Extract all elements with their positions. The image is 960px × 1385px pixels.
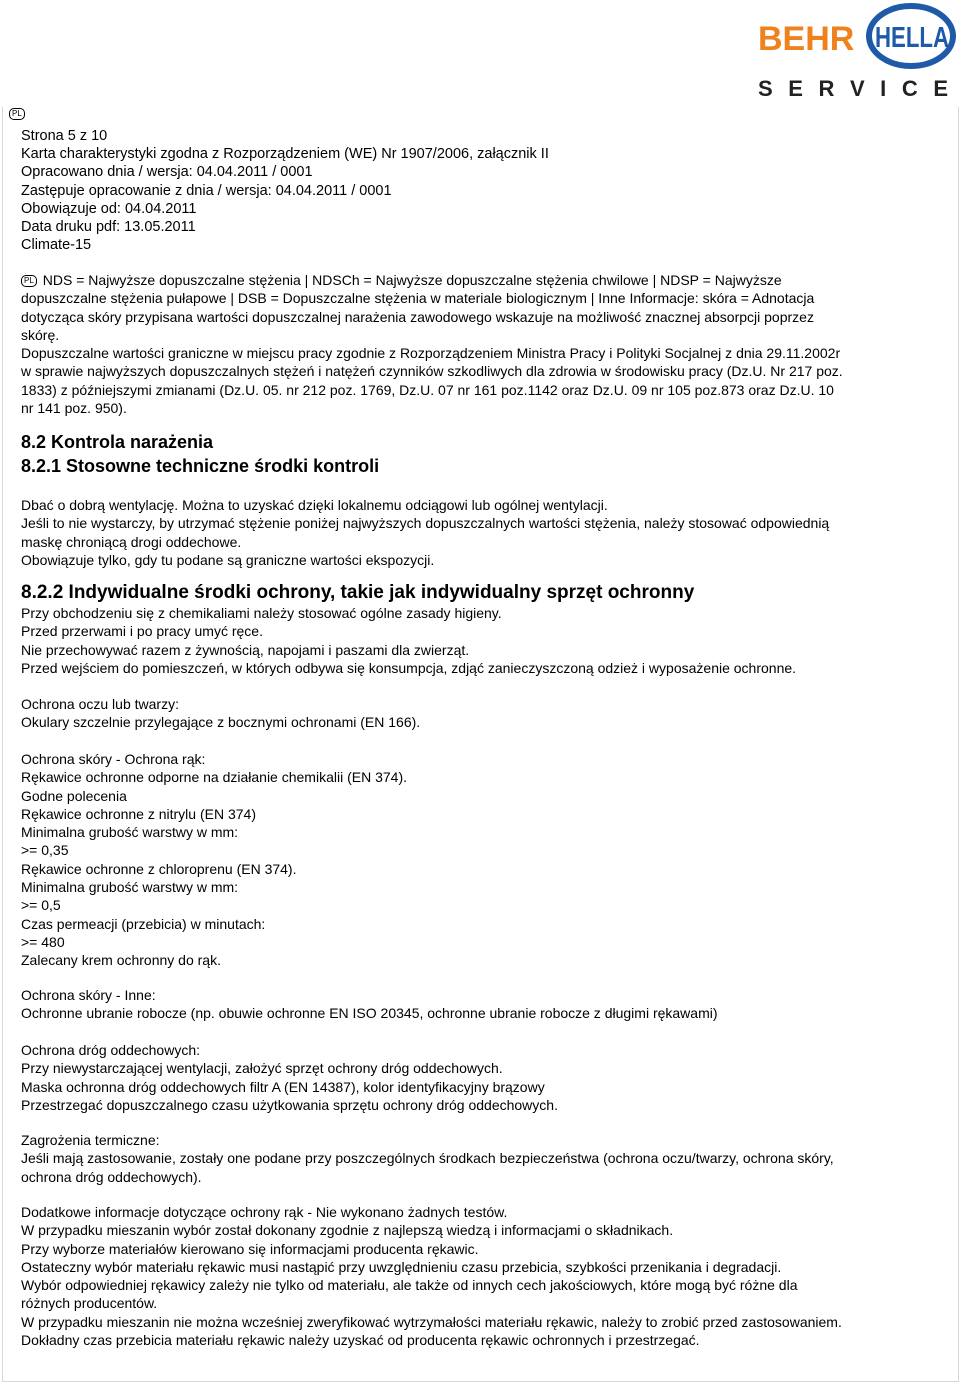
legend-block (21, 271, 941, 417)
paragraph-line: różnych producentów. (21, 1295, 158, 1312)
legend-line: nr 141 poz. 950). (21, 400, 127, 417)
paragraph-line: >= 0,5 (21, 897, 61, 914)
subsection-heading: 8.2.1 Stosowne techniczne środki kontroli (21, 456, 380, 476)
paragraph-line: Czas permeacji (przebicia) w minutach: (21, 915, 266, 932)
paragraph-line: Przy obchodzeniu się z chemikaliami należy stosować ogólne zasady higieny. (21, 605, 502, 621)
paragraph-line: Ochrona oczu lub twarzy: (21, 696, 179, 712)
paragraph-line: Ochrona skóry - Inne: (21, 987, 156, 1003)
legend-line: w sprawie najwyższych dopuszczalnych stężeń i natężeń czynników szkodliwych dla zdrowia w środowisku pracy (Dz.U. Nr 217 poz. (21, 363, 843, 380)
paragraph-line: Przed wejściem do pomieszczeń, w których odbywa się konsumpcja, zdjąć zanieczyszczoną odzież i wyposażenie ochronne. (21, 659, 797, 676)
paragraph-line: Dodatkowe informacje dotyczące ochrony rąk - Nie wykonano żadnych testów. (21, 1204, 508, 1220)
paragraph-line: Dbać o dobrą wentylację. Można to uzyskać dzięki lokalnemu odciągowi lub ogólnej wentylacji. (21, 497, 608, 513)
paragraph-line: >= 480 (21, 933, 65, 950)
technical-controls-text (21, 496, 941, 569)
paragraph-line: Minimalna grubość warstwy w mm: (21, 879, 239, 896)
paragraph-line: Dokładny czas przebicia materiału rękawic należy uzyskać od producenta rękawic ochronnych i przestrzegać. (21, 1332, 700, 1349)
behr-logo-text: BEHR (758, 20, 855, 58)
paragraph-line: Rękawice ochronne odporne na działanie chemikalii (EN 374). (21, 769, 407, 786)
replaces-date: Zastępuje opracowanie z dnia / wersja: 04.04.2011 / 0001 (21, 182, 392, 199)
additional-hand-info-text (21, 1203, 941, 1349)
legend-line: Dopuszczalne wartości graniczne w miejscu pracy zgodnie z Rozporządzeniem Ministra Pracy i Polityki Socjalnej z dnia 29.11.2002r (21, 345, 841, 362)
language-badge-inline: PL (21, 275, 37, 287)
legend-line: 1833) z późniejszymi zmianami (Dz.U. 05. nr 212 poz. 1769, Dz.U. 07 nr 161 poz.1142 oraz Dz.U. 09 nr 105 poz.873 oraz Dz.U. 10 (21, 381, 834, 398)
hella-logo-text: HELLA (875, 22, 950, 54)
skin-other-text (21, 986, 941, 1023)
thermal-hazards-text (21, 1131, 941, 1186)
paragraph-line: Jeśli mają zastosowanie, zostały one podane przy poszczególnych środkach bezpieczeństwa (ochrona oczu/twarzy, ochrona skóry, (21, 1150, 834, 1167)
product-name: Climate-15 (21, 237, 92, 254)
document-header (21, 127, 549, 254)
paragraph-line: ochrona dróg oddechowych). (21, 1168, 202, 1185)
legend-line: NDS = Najwyższe dopuszczalne stężenia | NDSCh = Najwyższe dopuszczalne stężenia chwilowe | NDSP = Najwyższe (42, 272, 782, 288)
paragraph-line: Minimalna grubość warstwy w mm: (21, 824, 239, 841)
general-hygiene-text (21, 604, 941, 677)
paragraph-line: Ochrona dróg oddechowych: (21, 1042, 200, 1058)
paragraph-line: >= 0,35 (21, 842, 69, 859)
paragraph-line: Jeśli to nie wystarczy, by utrzymać stężenie poniżej najwyższych dopuszczalnych wartości stężenia, należy stosować odpowiednią (21, 515, 830, 532)
paragraph-line: Wybór odpowiedniej rękawicy zależy nie tylko od materiału, ale także od innych cech jakościowych, które mogą być różne dla (21, 1277, 798, 1294)
paragraph-line: Godne polecenia (21, 787, 127, 804)
paragraph-line: Przestrzegać dopuszczalnego czasu użytkowania sprzętu ochrony dróg oddechowych. (21, 1096, 558, 1113)
paragraph-line: Ochronne ubranie robocze (np. obuwie ochronne EN ISO 20345, ochronne ubranie robocze z długimi rękawami) (21, 1005, 718, 1022)
language-badge: PL (9, 108, 25, 120)
document-title: Karta charakterystyki zgodna z Rozporządzeniem (WE) Nr 1907/2006, załącznik II (21, 146, 549, 163)
section-8-2-2-heading-block (21, 582, 941, 604)
print-date: Data druku pdf: 13.05.2011 (21, 219, 196, 236)
legend-line: skórę. (21, 326, 60, 343)
valid-from: Obowiązuje od: 04.04.2011 (21, 200, 197, 217)
hand-protection-text (21, 750, 941, 970)
paragraph-line: Maska ochronna dróg oddechowych filtr A (EN 14387), kolor identyfikacyjny brązowy (21, 1078, 545, 1095)
paragraph-line: Ochrona skóry - Ochrona rąk: (21, 751, 206, 767)
behr-hella-service-logo (756, 2, 956, 100)
respiratory-protection-text (21, 1041, 941, 1114)
paragraph-line: Obowiązuje tylko, gdy tu podane są graniczne wartości ekspozycji. (21, 551, 435, 568)
paragraph-line: Rękawice ochronne z chloroprenu (EN 374). (21, 860, 297, 877)
paragraph-line: Rękawice ochronne z nitrylu (EN 374) (21, 805, 256, 822)
paragraph-line: Przy wyborze materiałów kierowano się informacjami producenta rękawic. (21, 1240, 479, 1257)
paragraph-line: maskę chroniącą drogi oddechowe. (21, 533, 242, 550)
paragraph-line: Nie przechowywać razem z żywnością, napojami i paszami dla zwierząt. (21, 641, 470, 658)
prepared-date: Opracowano dnia / wersja: 04.04.2011 / 0001 (21, 164, 313, 181)
paragraph-line: Przy niewystarczającej wentylacji, założyć sprzęt ochrony dróg oddechowych. (21, 1060, 503, 1077)
section-heading: 8.2 Kontrola narażenia (21, 432, 214, 452)
paragraph-line: Ostateczny wybór materiału rękawic musi nastąpić przy uwzględnieniu czasu przebicia, szybkości przenikania i degradacji. (21, 1258, 782, 1275)
paragraph-line: Zalecany krem ochronny do rąk. (21, 952, 221, 969)
eye-protection-text (21, 695, 941, 732)
service-logo-text: S E R V I C E (758, 76, 948, 100)
paragraph-line: W przypadku mieszanin wybór został dokonany zgodnie z najlepszą wiedzą i informacjami o składnikach. (21, 1222, 674, 1239)
legend-line: dopuszczalne stężenia pułapowe | DSB = Dopuszczalne stężenia w materiale biologicznym | Inne Informacje: skóra = Adnotacja (21, 290, 815, 307)
paragraph-line: W przypadku mieszanin nie można wcześniej zweryfikować wytrzymałości materiału rękawic, należy to zrobić przed zastosowaniem. (21, 1313, 842, 1330)
legend-line: dotycząca skóry przypisana wartości dopuszczalnej narażenia zawodowego wskazuje na możliwość znacznej absorpcji poprzez (21, 308, 814, 325)
section-8-2-headings (21, 430, 941, 478)
paragraph-line: Przed przerwami i po pracy umyć ręce. (21, 623, 263, 640)
page-number: Strona 5 z 10 (21, 128, 108, 144)
subsection-heading: 8.2.2 Indywidualne środki ochrony, takie jak indywidualny sprzęt ochronny (21, 582, 695, 603)
paragraph-line: Okulary szczelnie przylegające z bocznymi ochronami (EN 166). (21, 714, 421, 731)
paragraph-line: Zagrożenia termiczne: (21, 1132, 160, 1148)
